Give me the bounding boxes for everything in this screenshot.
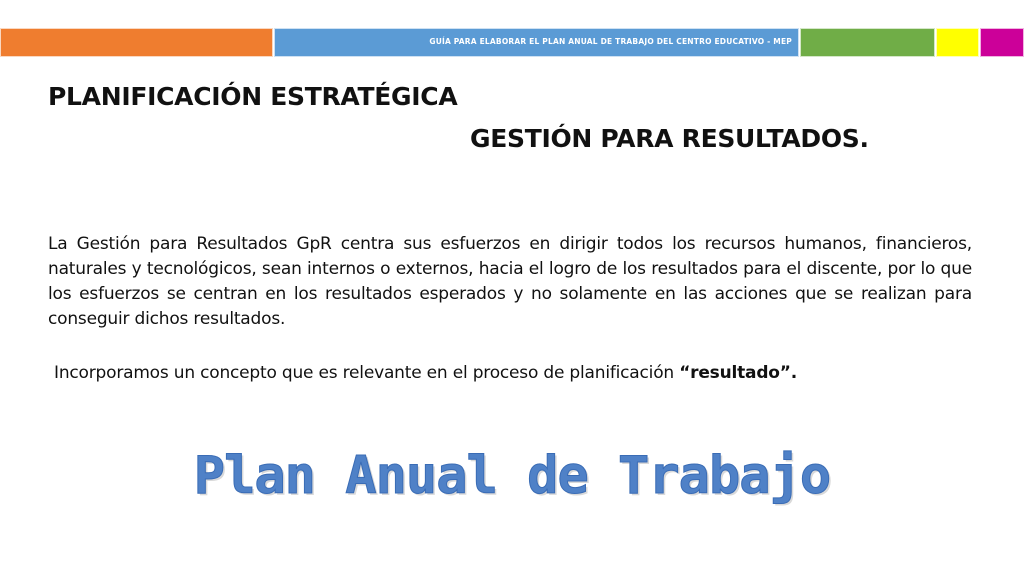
- header-segment-blue: [274, 28, 799, 57]
- header-segment-yellow: [936, 28, 979, 57]
- slide-title-line1: PLANIFICACIÓN ESTRATÉGICA: [48, 82, 458, 111]
- header-color-bar: [0, 28, 1024, 58]
- plan-title-wordart: Plan Anual de Trabajo: [193, 446, 831, 506]
- header-segment-magenta: [980, 28, 1024, 57]
- header-segment-orange: [0, 28, 273, 57]
- header-guide-text: GUÍA PARA ELABORAR EL PLAN ANUAL DE TRABAJO DEL CENTRO EDUCATIVO - MEP: [429, 37, 792, 46]
- slide-title-line2: GESTIÓN PARA RESULTADOS.: [470, 124, 869, 153]
- concept-paragraph: [54, 361, 797, 386]
- body-paragraph: La Gestión para Resultados GpR centra sus esfuerzos en dirigir todos los recursos humanos, financieros, naturales y tecnológicos, sean internos o externos, hacia el logro de los resultados para el discente, por lo que los esfuerzos se centran en los resultados esperados y no solamente en las acciones que se realizan para conseguir dichos resultados.: [48, 234, 972, 329]
- concept-keyword: “resultado”.: [679, 363, 797, 383]
- concept-text: Incorporamos un concepto que es relevante en el proceso de planificación: [54, 363, 680, 383]
- header-segment-green: [800, 28, 935, 57]
